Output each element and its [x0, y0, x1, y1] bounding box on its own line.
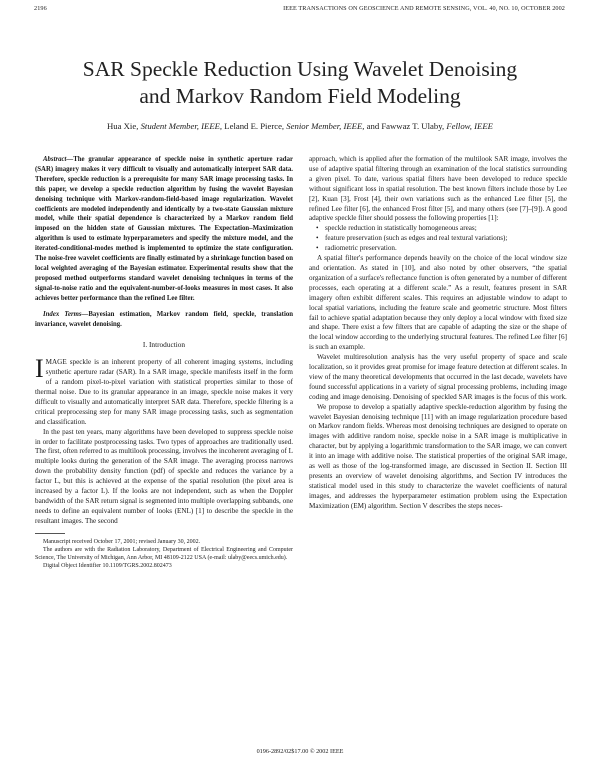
footnote-affiliation: The authors are with the Radiation Laboratory, Department of Electrical Engineering and Computer Science, The University of Michigan, Ann Arbor, MI 48109-2122 USA (e-mail: ulaby@eecs.umich.edu). — [35, 546, 293, 561]
copyright-line: 0196-2892/02$17.00 © 2002 IEEE — [256, 748, 344, 755]
drop-cap: I — [35, 354, 44, 384]
right-paragraph-3: Wavelet multiresolution analysis has the very useful property of space and scale localization, so it provides great promise for image feature detection at different scales. In view of the many theoretical developments that occurred in the last decade, wavelets have found successful applications in a variety of signal processing problems, including image coding and image denoising. Denoising of speckled SAR images is the focus of this work. — [309, 353, 567, 401]
intro-paragraph-2: In the past ten years, many algorithms have been developed to suppress speckle noise in order to facilitate postprocessing tasks. Two types of approaches are traditionally used. The first, often referred to as multilook processing, involves the incoherent averaging of L multiple looks during the generation of the SAR image. The averaging process narrows down the probability density function (pdf) of speckle and reduces the variance by a factor L, but this is achieved at the expense of the spatial resolution (the pixel area is increased by a factor L). If the looks are not independent, such as when the Doppler bandwidth of the SAR return signal is segmented into multiple overlapping subbands, one needs to define an equivalent number of looks (ENL) [1] to describe the speckle in the resultant images. The second — [35, 427, 293, 525]
paper-title — [20, 56, 580, 110]
author-3-role: Fellow, IEEE — [446, 121, 493, 131]
journal-name: IEEE TRANSACTIONS ON GEOSCIENCE AND REMOTE SENSING, VOL. 40, NO. 10, OCTOBER 2002 — [283, 5, 565, 12]
footnote-manuscript: Manuscript received October 17, 2001; revised January 30, 2002. — [43, 538, 201, 545]
author-2-role: Senior Member, IEEE, — [286, 121, 365, 131]
property-item: • feature preservation (such as edges and real textural variations); — [325, 234, 567, 244]
section-heading-introduction: I. Introduction — [142, 340, 186, 350]
running-header — [34, 5, 565, 15]
author-line — [20, 121, 580, 131]
right-paragraph-4: We propose to develop a spatially adaptive speckle-reduction algorithm by fusing the wavelet Bayesian denoising technique [11] with an image regularization procedure based on Markov random fields. Whereas most denoising techniques are designed to operate on images with additive random noise, speckle noise in a SAR image is multiplicative in character, but by applying a logarithmic transformation to the SAR image, we can convert it into an image with additive noise. The statistical properties of the original SAR image, as well as those of the log-transformed image, are discussed in Section II. Section III presents an overview of wavelet denoising algorithms, and Section IV introduces the statistical model used in this study to characterize the wavelet coefficients of natural images, and addresses the hyperparameter estimation problem using the Expectation Maximization (EM) algorithm. Section V describes the steps neces- — [309, 402, 567, 510]
title-line-2: and Markov Random Field Modeling — [139, 84, 461, 108]
property-list — [309, 224, 567, 254]
abstract-label: Abstract— — [43, 156, 74, 163]
footnote-divider — [35, 533, 65, 534]
left-column — [35, 155, 293, 570]
title-line-1: SAR Speckle Reduction Using Wavelet Denoising — [82, 57, 518, 81]
property-item: • speckle reduction in statistically homogeneous areas; — [325, 224, 567, 234]
right-paragraph-1: approach, which is applied after the formation of the multilook SAR image, involves the use of adaptive spatial filtering through an examination of the local statistics surrounding a given pixel. To date, various spatial filters have been developed to reduce speckle without significant loss in spatial resolution. The best known filters include those by Lee [2], Kuan [3], Frost [4], their own variations such as the enhanced Lee filter [5], the refined Lee filter [6], the enhanced Frost filter [5], and many others (see [7]–[9]). A good adaptive speckle filter should possess the following properties [1]: — [309, 155, 567, 223]
intro-paragraph-1 — [35, 354, 293, 427]
intro-paragraph-1-text: MAGE speckle is an inherent property of all coherent imaging systems, including synthetic aperture radar (SAR). In a SAR image, speckle manifests itself in the form of a random pixel-to-pixel variation with statistical properties similar to those of thermal noise. Due to its granular appearance in an image, speckle noise makes it very difficult to visually and automatically interpret SAR data. Therefore, speckle filtering is a critical preprocessing step for many SAR image processing tasks, such as segmentation and classification. — [35, 358, 293, 426]
abstract — [35, 155, 293, 304]
author-3-name: and Fawwaz T. Ulaby, — [366, 121, 445, 131]
footnote-doi: Digital Object Identifier 10.1109/TGRS.2002.802473 — [43, 562, 172, 569]
right-paragraph-2: A spatial filter's performance depends heavily on the choice of the local window size and orientation. As stated in [10], and also noted by other observers, “the spatial organization of a surface's reflectance function is often generated by a number of different processes, each operating at a different scale.” As a result, features present in SAR imagery often exhibit different scales. This requires an adjustable window to adapt to local spatial variations, including the feature scale and geometric structure. Most filters fail to achieve spatial adaptation because they only deploy a local window with fixed size and shape. There exist a few filters that are capable of adapting the size or the shape of the local window according to the underlying structural features. The refined Lee filter [6] is such an example. — [309, 254, 567, 352]
abstract-text: The granular appearance of speckle noise in synthetic aperture radar (SAR) imagery makes it very difficult to visually and automatically interpret SAR data. Therefore, speckle reduction is a prerequisite for many SAR image processing tasks. In this paper, we develop a speckle reduction algorithm by fusing the wavelet Bayesian denoising technique with Markov-random-field-based image regularization. Wavelet coefficients are modeled independently and identically by a two-state Gaussian mixture model, while their spatial dependence is characterized by a Markov random field imposed on the hidden state of Gaussian mixtures. The Expectation–Maximization algorithm is used to estimate hyperparameters and specify the mixture model, and the iterated-conditional-modes method is implemented to optimize the state configuration. The noise-free wavelet coefficients are finally estimated by a shrinkage function based on local weighted averaging of the Bayesian estimator. Experimental results show that the proposed method outperforms standard wavelet denoising techniques in terms of the signal-to-noise ratio and the equivalent-number-of-looks measures in most cases. It also achieves better performance than the refined Lee filter. — [35, 156, 293, 302]
author-1-role: Student Member, IEEE, — [140, 121, 223, 131]
property-item: • radiometric preservation. — [325, 244, 567, 254]
index-terms — [35, 310, 293, 330]
right-column — [309, 155, 567, 512]
author-2-name: Leland E. Pierce, — [224, 121, 285, 131]
author-1-name: Hua Xie, — [107, 121, 139, 131]
page-number: 2196 — [34, 5, 47, 12]
index-terms-text: Bayesian estimation, Markov random field, speckle, translation invariance, wavelet denoising. — [35, 310, 294, 328]
index-terms-label: Index Terms— — [43, 310, 89, 318]
